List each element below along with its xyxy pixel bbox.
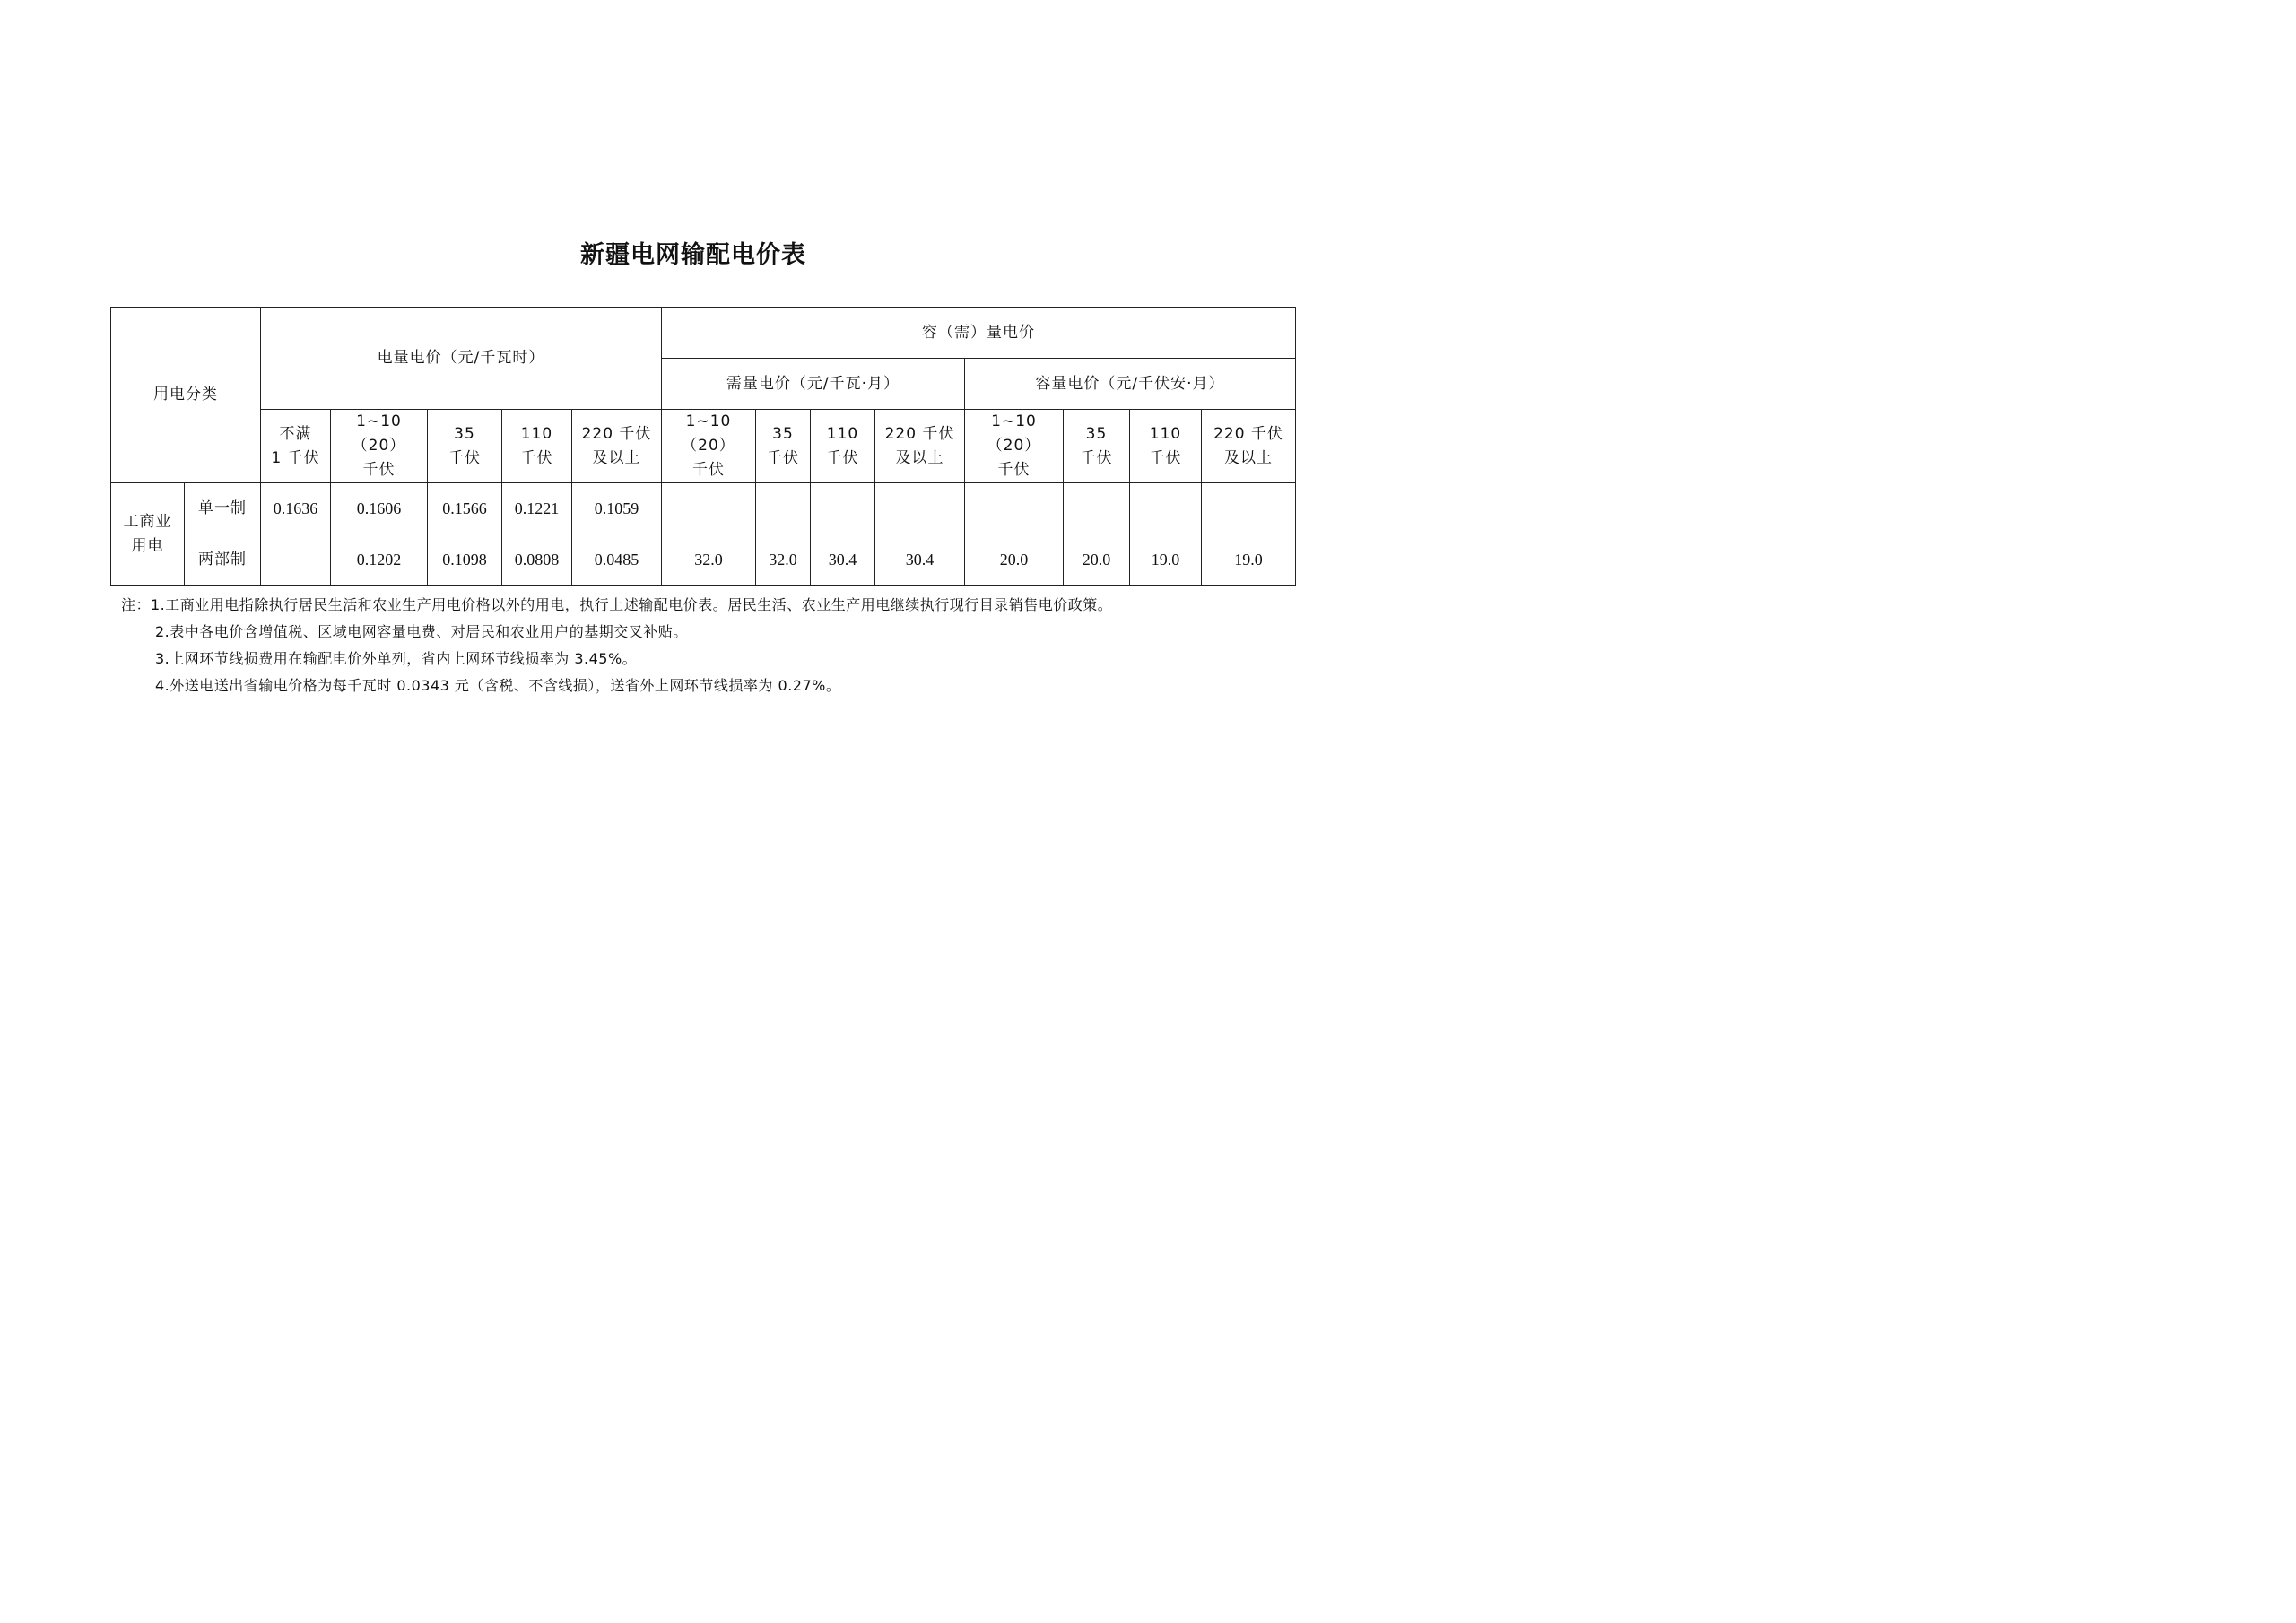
row-label: 两部制 (185, 534, 261, 586)
demand-price-cell: 30.4 (811, 534, 875, 586)
energy-price-cell: 0.0808 (502, 534, 572, 586)
energy-price-header: 电量电价（元/千瓦时） (261, 308, 662, 410)
capacity-price-cell (1064, 483, 1130, 534)
demand-price-header: 需量电价（元/千瓦·月） (662, 359, 965, 410)
table-row (111, 534, 1296, 586)
energy-price-cell: 0.1606 (331, 483, 428, 534)
header-row-3 (111, 410, 1296, 483)
demand-price-cell: 32.0 (756, 534, 811, 586)
demand-price-cell: 32.0 (662, 534, 756, 586)
voltage-header: 110 千伏 (1130, 410, 1202, 483)
capacity-price-cell: 19.0 (1130, 534, 1202, 586)
category-header: 用电分类 (111, 308, 261, 483)
capacity-price-cell: 20.0 (965, 534, 1064, 586)
voltage-header: 220 千伏 及以上 (572, 410, 662, 483)
capacity-price-cell (1130, 483, 1202, 534)
energy-price-cell: 0.1636 (261, 483, 331, 534)
energy-price-cell: 0.0485 (572, 534, 662, 586)
capacity-price-header: 容量电价（元/千伏安·月） (965, 359, 1296, 410)
note-item: 2.表中各电价含增值税、区域电网容量电费、对居民和农业用户的基期交叉补贴。 (155, 623, 688, 640)
capacity-price-cell (965, 483, 1064, 534)
row-label: 单一制 (185, 483, 261, 534)
voltage-header: 110 千伏 (502, 410, 572, 483)
header-row-1 (111, 308, 1296, 359)
demand-price-cell (811, 483, 875, 534)
note-item: 3.上网环节线损费用在输配电价外单列，省内上网环节线损率为 3.45%。 (155, 650, 638, 667)
voltage-header: 220 千伏 及以上 (875, 410, 965, 483)
energy-price-cell: 0.1566 (428, 483, 502, 534)
capacity-price-cell (1202, 483, 1296, 534)
voltage-header: 35 千伏 (756, 410, 811, 483)
voltage-header: 不满 1 千伏 (261, 410, 331, 483)
voltage-header: 110 千伏 (811, 410, 875, 483)
energy-price-cell: 0.1098 (428, 534, 502, 586)
energy-price-cell: 0.1059 (572, 483, 662, 534)
voltage-header: 35 千伏 (428, 410, 502, 483)
voltage-header: 1~10（20） 千伏 (662, 410, 756, 483)
energy-price-cell: 0.1221 (502, 483, 572, 534)
voltage-header: 220 千伏 及以上 (1202, 410, 1296, 483)
page-title: 新疆电网输配电价表 (580, 241, 806, 269)
voltage-header: 1~10（20） 千伏 (965, 410, 1064, 483)
demand-price-cell (756, 483, 811, 534)
energy-price-cell (261, 534, 331, 586)
capacity-demand-header: 容（需）量电价 (662, 308, 1296, 359)
demand-price-cell (662, 483, 756, 534)
table-row (111, 483, 1296, 534)
note-item: 注：1.工商业用电指除执行居民生活和农业生产用电价格以外的用电，执行上述输配电价表。居民生活、农业生产用电继续执行现行目录销售电价政策。 (121, 596, 1113, 613)
note-item: 4.外送电送出省输电价格为每千瓦时 0.0343 元（含税、不含线损），送省外上网环节线损率为 0.27%。 (155, 677, 841, 694)
voltage-header: 35 千伏 (1064, 410, 1130, 483)
energy-price-cell: 0.1202 (331, 534, 428, 586)
capacity-price-cell: 19.0 (1202, 534, 1296, 586)
group-label: 工商业 用电 (111, 483, 185, 586)
demand-price-cell (875, 483, 965, 534)
capacity-price-cell: 20.0 (1064, 534, 1130, 586)
demand-price-cell: 30.4 (875, 534, 965, 586)
tariff-table (110, 307, 1296, 586)
notes-section (121, 592, 1305, 699)
voltage-header: 1~10（20） 千伏 (331, 410, 428, 483)
